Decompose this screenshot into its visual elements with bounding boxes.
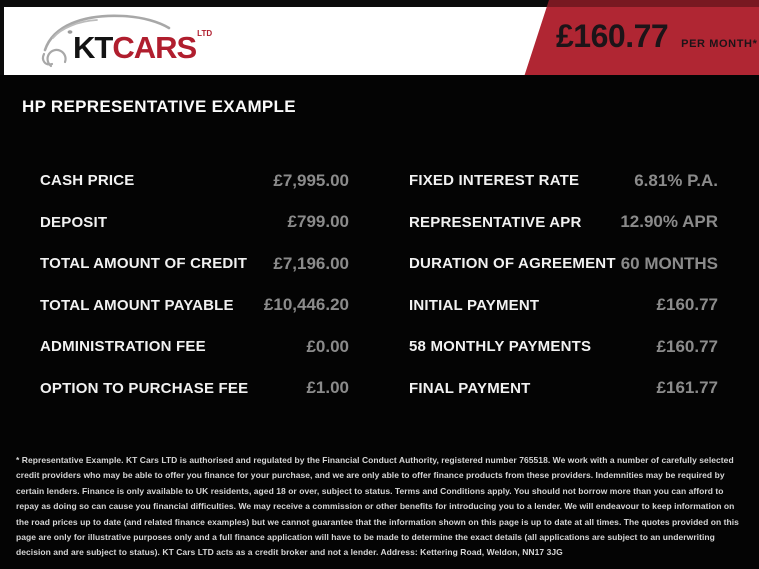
kt-cars-logo bbox=[45, 6, 245, 72]
row-label: OPTION TO PURCHASE FEE bbox=[40, 379, 249, 397]
disclaimer-text: * Representative Example. KT Cars LTD is authorised and regulated by the Financial Conduct Authority, registered number 765518. We work with a number of carefully selected credit providers who may be able to offer you finance for your purchase, and we are only able to offer finance products from these providers. Indemnities may be required by certain lenders. Finance is only available to UK residents, aged 18 or over, subject to status. Terms and Conditions apply. You should not borrow more than you can afford to repay as doing so can cause you financial difficulties. We may receive a commission or other benefits for introducing you to a lender. We will endeavour to keep information on the road prices up to date (and related finance examples) but we cannot guarantee that the information shown on this page is up to date at all times. The quotes provided on this page are only for illustrative purposes only and a full finance application will have to be made to determine the exact details (all applications are subject to an underwriting decision and are subject to status). KT Cars LTD acts as a credit broker and not a lender. Address: Kettering Road, Weldon, NN17 3JG bbox=[16, 455, 739, 558]
row-label: CASH PRICE bbox=[40, 172, 135, 190]
monthly-price-amount: £160.77 bbox=[556, 18, 669, 54]
row-value: 12.90% APR bbox=[620, 212, 718, 232]
table-row bbox=[40, 243, 349, 285]
row-value: £161.77 bbox=[656, 378, 718, 398]
monthly-price-suffix: PER MONTH* bbox=[681, 38, 758, 50]
row-value: 60 MONTHS bbox=[620, 253, 718, 273]
row-value: £799.00 bbox=[287, 212, 349, 232]
row-label: TOTAL AMOUNT PAYABLE bbox=[40, 296, 234, 314]
logo-kt: KT bbox=[73, 30, 113, 65]
row-value: 6.81% P.A. bbox=[634, 170, 718, 190]
table-row bbox=[40, 368, 349, 410]
logo-wordmark bbox=[73, 30, 212, 63]
row-label: FINAL PAYMENT bbox=[409, 379, 531, 397]
row-value: £160.77 bbox=[656, 295, 718, 315]
table-row bbox=[40, 285, 349, 327]
title-band bbox=[0, 75, 759, 118]
logo-ltd: LTD bbox=[197, 29, 213, 38]
row-value: £160.77 bbox=[656, 336, 718, 356]
footer bbox=[0, 409, 759, 561]
row-value: £7,196.00 bbox=[273, 253, 349, 273]
page-title: HP REPRESENTATIVE EXAMPLE bbox=[22, 97, 296, 116]
table-row bbox=[409, 285, 718, 327]
row-label: INITIAL PAYMENT bbox=[409, 296, 540, 314]
table-row bbox=[409, 243, 718, 285]
table-row bbox=[40, 160, 349, 202]
row-label: REPRESENTATIVE APR bbox=[409, 213, 582, 231]
table-row bbox=[409, 368, 718, 410]
header bbox=[0, 0, 759, 75]
table-row bbox=[40, 326, 349, 368]
row-label: ADMINISTRATION FEE bbox=[40, 338, 206, 356]
monthly-price bbox=[556, 18, 757, 55]
row-label: DURATION OF AGREEMENT bbox=[409, 255, 616, 273]
finance-table-right-column bbox=[409, 160, 718, 409]
finance-table-left-column bbox=[40, 160, 349, 409]
table-row bbox=[409, 202, 718, 244]
row-value: £0.00 bbox=[306, 336, 349, 356]
row-label: 58 MONTHLY PAYMENTS bbox=[409, 338, 592, 356]
row-label: TOTAL AMOUNT OF CREDIT bbox=[40, 255, 248, 273]
logo-cars: CARS bbox=[112, 30, 197, 65]
row-value: £10,446.20 bbox=[263, 295, 349, 315]
table-row bbox=[409, 160, 718, 202]
row-value: £1.00 bbox=[306, 378, 349, 398]
finance-table bbox=[40, 160, 718, 409]
row-value: £7,995.00 bbox=[273, 170, 349, 190]
table-row bbox=[40, 202, 349, 244]
table-row bbox=[409, 326, 718, 368]
row-label: DEPOSIT bbox=[40, 213, 108, 231]
row-label: FIXED INTEREST RATE bbox=[409, 172, 580, 190]
